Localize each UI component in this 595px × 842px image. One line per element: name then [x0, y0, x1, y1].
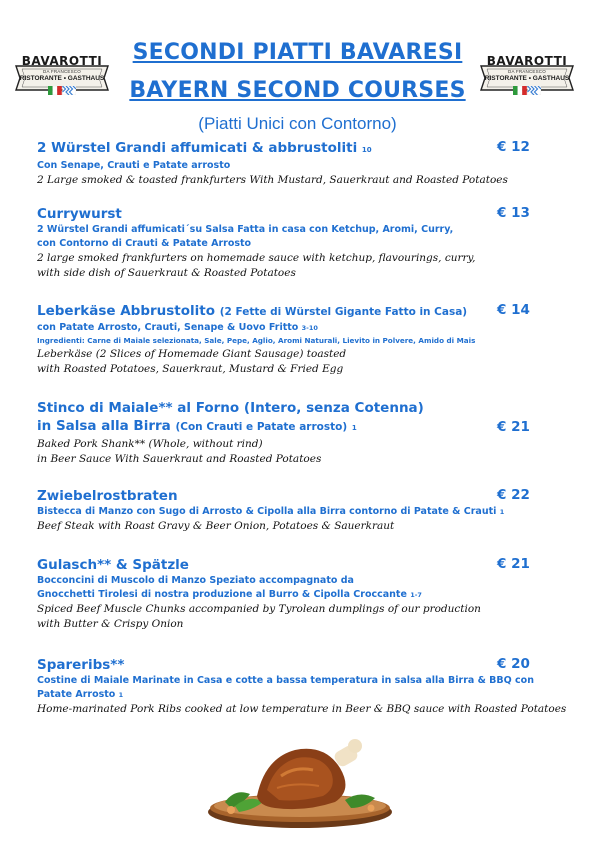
item-desc-it: Con Senape, Crauti e Patate arrosto	[37, 160, 231, 171]
page-title-italian: SECONDI PIATTI BAVARESI	[132, 40, 463, 65]
logo-subtitle: RISTORANTE • GASTHAUS	[19, 75, 105, 82]
menu-item-spareribs	[37, 656, 567, 717]
item-desc-en: 2 Large smoked & toasted frankfurters With Mustard, Sauerkraut and Roasted Potatoes	[37, 174, 508, 186]
item-name	[37, 302, 557, 321]
item-price: € 22	[497, 487, 530, 503]
item-desc-en: with Roasted Potatoes, Sauerkraut, Mustard & Fried Egg	[37, 363, 344, 375]
item-allergens: 1-7	[410, 591, 422, 599]
item-price: € 21	[497, 556, 530, 572]
pork-shank-photo	[195, 728, 405, 833]
menu-item-stinco	[37, 399, 557, 467]
logo-brand: BAVAROTTI	[21, 54, 103, 68]
item-ingredients: Ingredienti: Carne di Maiale selezionata, Sale, Pepe, Aglio, Aromi Naturali, Lievito in Polvere, Amido di Mais	[37, 336, 476, 345]
item-desc-en: Baked Pork Shank** (Whole, without rind)	[37, 438, 263, 450]
item-name-text: Leberkäse Abbrustolito	[37, 303, 216, 319]
item-desc-en: Leberkäse (2 Slices of Homemade Giant Sausage) toasted	[37, 348, 347, 360]
item-name: Gulasch** & Spätzle	[37, 557, 189, 573]
item-desc-it	[37, 505, 557, 519]
item-desc-it-text: Patate Arrosto	[37, 689, 116, 700]
flags-icon	[48, 86, 76, 95]
item-name-note: (2 Fette di Würstel Gigante Fatto in Casa)	[219, 306, 468, 318]
item-name: Currywurst	[37, 206, 122, 222]
item-allergens: 1	[351, 424, 357, 432]
flags-icon	[513, 86, 541, 95]
item-desc-en: 2 large smoked frankfurters on homemade sauce with ketchup, flavourings, curry,	[37, 252, 476, 264]
item-name-note: (Con Crauti e Patate arrosto)	[175, 421, 348, 433]
logo-subtitle: RISTORANTE • GASTHAUS	[484, 75, 570, 82]
item-price: € 13	[497, 205, 530, 221]
item-name: Spareribs**	[37, 657, 125, 673]
menu-item-currywurst	[37, 205, 557, 281]
item-name-text: in Salsa alla Birra	[37, 418, 171, 434]
menu-item-zwiebelrostbraten	[37, 487, 557, 534]
item-desc-it	[37, 588, 557, 602]
item-desc-it	[37, 688, 557, 702]
item-desc-it: Costine di Maiale Marinate in Casa e cotte a bassa temperatura in salsa alla Birra & BBQ con	[37, 675, 534, 686]
item-allergens: 1	[499, 508, 505, 516]
item-desc-en: Home-marinated Pork Ribs cooked at low temperature in Beer & BBQ sauce with Roasted Potatoes	[37, 703, 567, 715]
item-desc-en: with side dish of Sauerkraut & Roasted Potatoes	[37, 267, 296, 279]
item-desc-it: Bocconcini di Muscolo di Manzo Speziato accompagnato da	[37, 575, 354, 586]
item-price: € 20	[497, 656, 530, 672]
item-name-text: 2 Würstel Grandi affumicati & abbrustoliti	[37, 140, 358, 156]
restaurant-logo-right	[477, 48, 577, 106]
item-desc-en: in Beer Sauce With Sauerkraut and Roasted Potatoes	[37, 453, 322, 465]
page-subtitle: (Piatti Unici con Contorno)	[198, 114, 397, 133]
item-desc-en: with Butter & Crispy Onion	[37, 618, 184, 630]
item-desc-en: Beef Steak with Roast Gravy & Beer Onion, Potatoes & Sauerkraut	[37, 520, 395, 532]
menu-item-wurstel	[37, 139, 557, 188]
item-price: € 14	[497, 302, 530, 318]
item-allergens: 10	[361, 146, 372, 154]
restaurant-logo-left	[12, 48, 112, 106]
item-desc-it: con Contorno di Crauti & Patate Arrosto	[37, 238, 252, 249]
item-name	[37, 139, 557, 159]
menu-item-leberkase	[37, 302, 557, 377]
item-desc-it-text: con Patate Arrosto, Crauti, Senape & Uovo Fritto	[37, 322, 299, 333]
item-desc-en: Spiced Beef Muscle Chunks accompanied by Tyrolean dumplings of our production	[37, 603, 481, 615]
logo-brand: BAVAROTTI	[486, 54, 568, 68]
item-allergens: 3-10	[301, 324, 318, 332]
item-desc-it	[37, 321, 557, 335]
item-desc-it: 2 Würstel Grandi affumicati´su Salsa Fatta in casa con Ketchup, Aromi, Curry,	[37, 224, 454, 235]
item-price: € 21	[497, 419, 530, 435]
item-name-line2	[37, 417, 557, 437]
menu-item-gulasch	[37, 556, 557, 632]
item-name: Stinco di Maiale** al Forno (Intero, senza Cotenna)	[37, 400, 424, 416]
item-price: € 12	[497, 139, 530, 155]
page-title-english: BAYERN SECOND COURSES	[129, 78, 466, 103]
item-desc-it-text: Bistecca di Manzo con Sugo di Arrosto & Cipolla alla Birra contorno di Patate & Crauti	[37, 506, 497, 517]
logo-tagline: DA FRANCESCO	[43, 69, 81, 74]
item-allergens: 1	[118, 691, 124, 699]
item-name: Zwiebelrostbraten	[37, 488, 178, 504]
logo-tagline: DA FRANCESCO	[508, 69, 546, 74]
item-desc-it-text: Gnocchetti Tirolesi di nostra produzione al Burro & Cipolla Croccante	[37, 589, 407, 600]
